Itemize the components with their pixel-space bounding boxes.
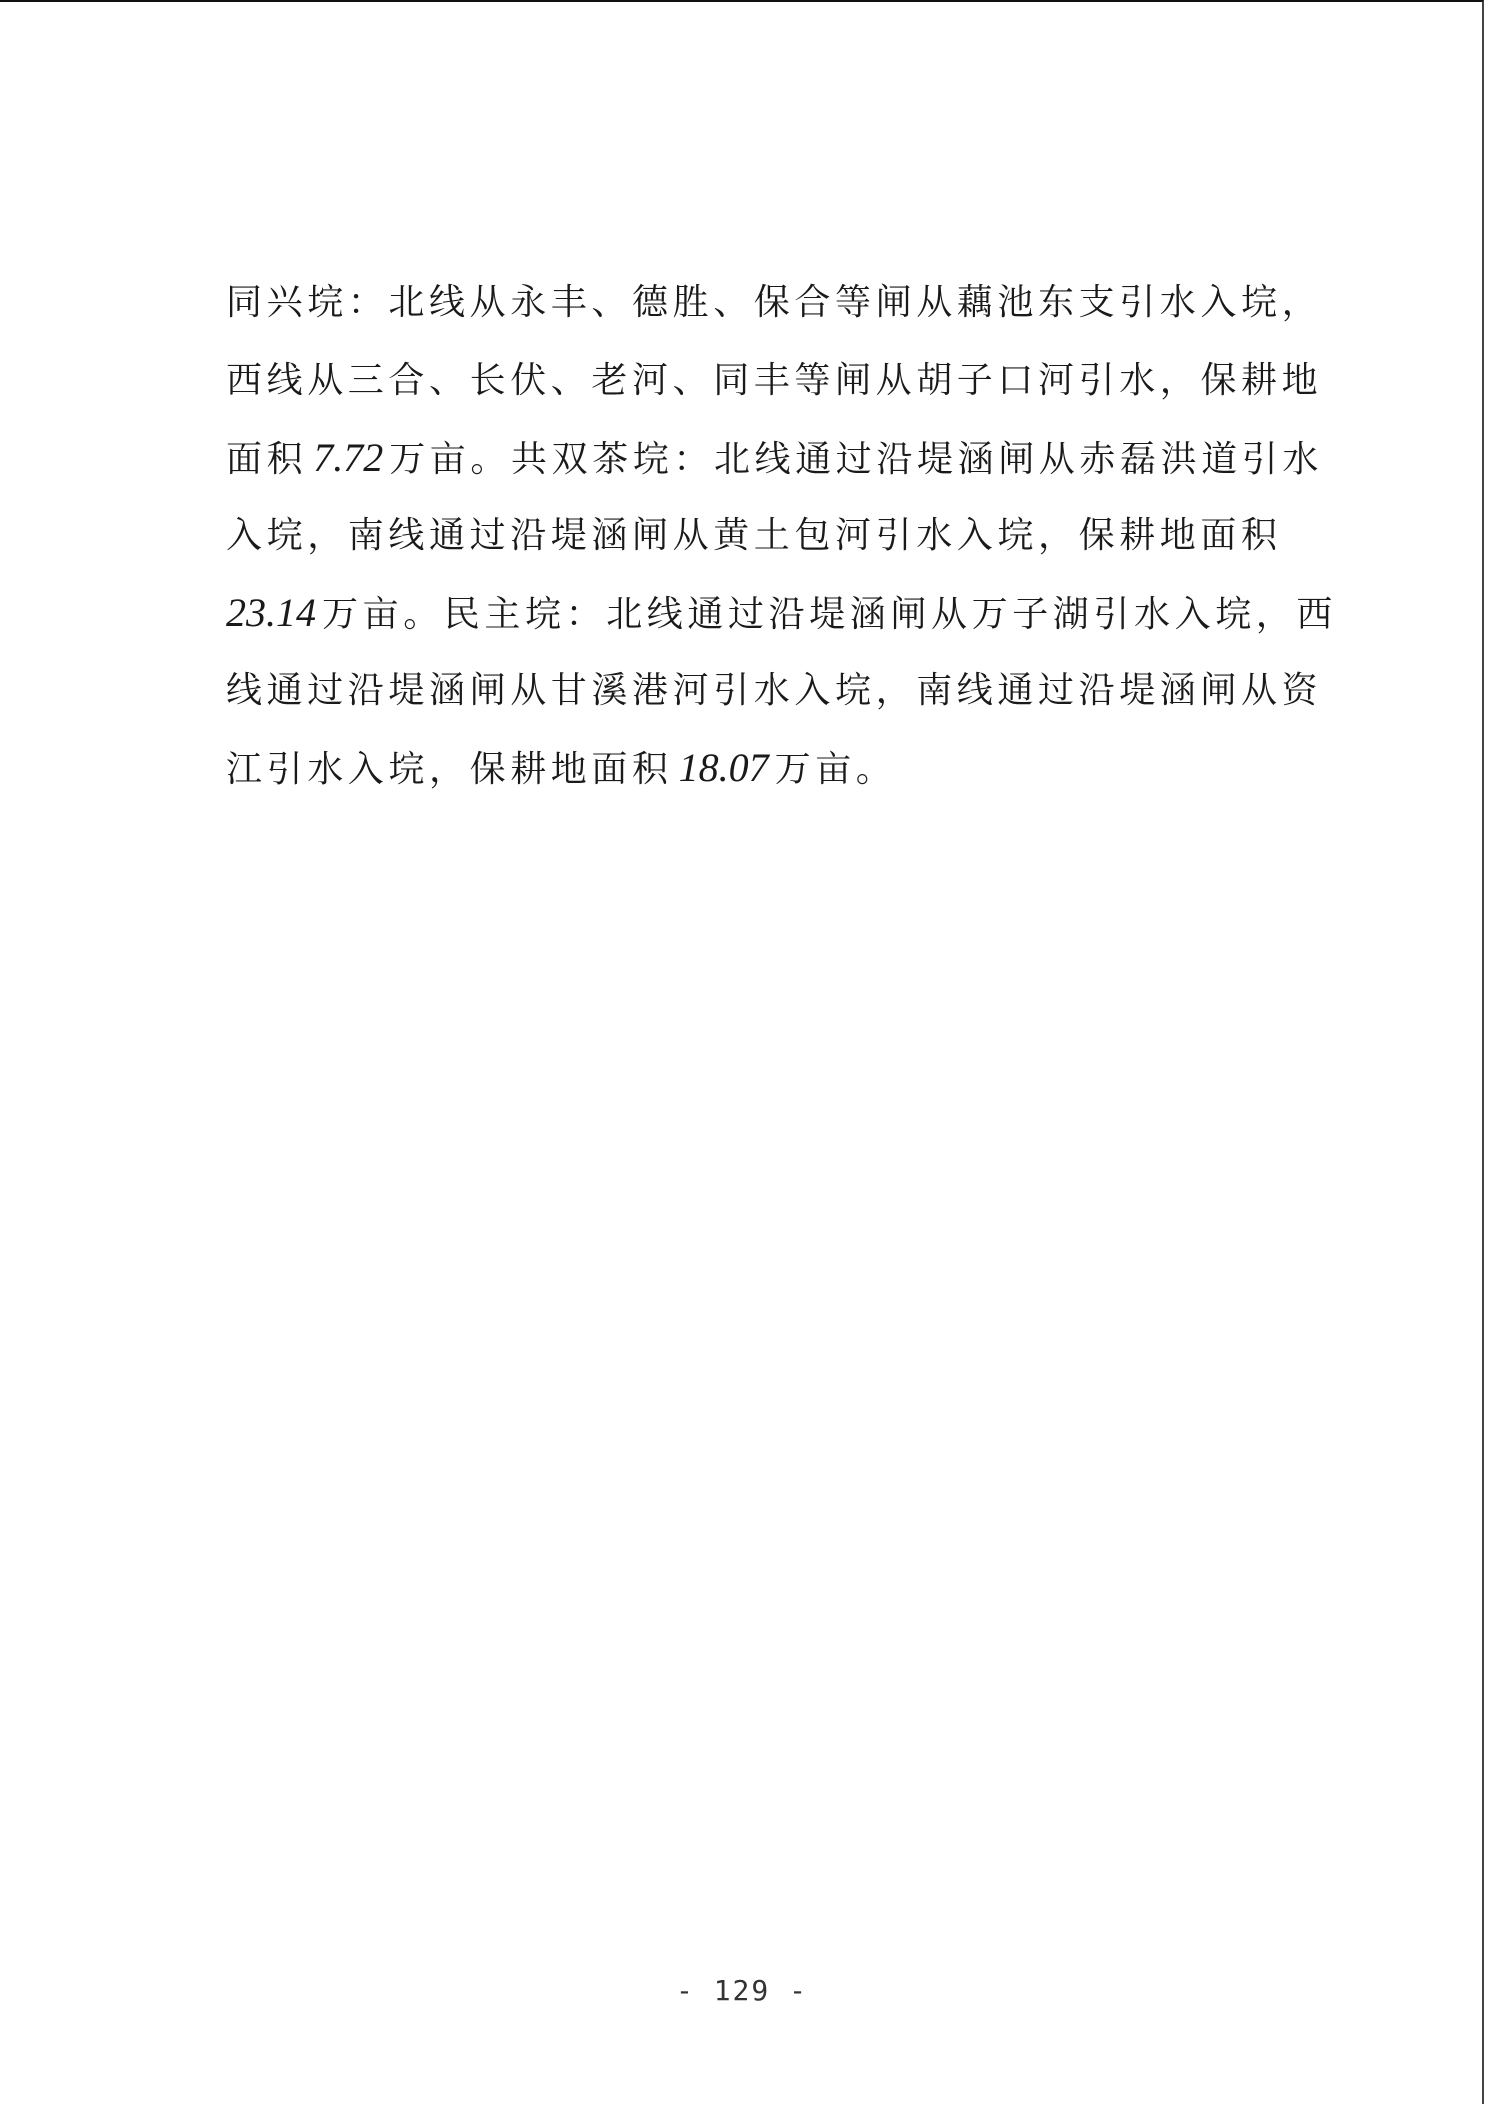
- text-line: [226, 342, 1338, 420]
- text-run: 入垸，南线通过沿堤涵闸从黄土包河引水入垸，保耕地面积: [226, 514, 1282, 556]
- text-line: [226, 419, 1338, 497]
- text-line: [226, 497, 1338, 575]
- text-run: 万亩。共双茶垸：北线通过沿堤涵闸从赤磊洪道引水: [389, 439, 1324, 480]
- text-run: 同兴垸：北线从永丰、德胜、保合等闸从藕池东支引水入垸，: [226, 282, 1323, 323]
- text-line: [226, 574, 1338, 652]
- text-run: 线通过沿堤涵闸从甘溪港河引水入垸，南线通过沿堤涵闸从资: [226, 669, 1323, 711]
- area-value: 23.14: [226, 590, 316, 635]
- page-number: - 129 -: [675, 1974, 808, 2007]
- area-value: 7.72: [313, 435, 384, 480]
- text-line: [226, 652, 1338, 730]
- body-paragraph: [226, 264, 1338, 807]
- text-line: [226, 264, 1338, 342]
- area-value: 18.07: [678, 745, 769, 790]
- text-run: 西线从三合、长伏、老河、同丰等闸从胡子口河引水，保耕地: [226, 359, 1323, 401]
- text-run: 面积: [226, 439, 308, 480]
- text-line: [226, 729, 1338, 807]
- text-run: 万亩。: [774, 749, 897, 790]
- text-run: 江引水入垸，保耕地面积: [226, 749, 673, 790]
- text-run: 万亩。民主垸：北线通过沿堤涵闸从万子湖引水入垸，西: [322, 594, 1338, 635]
